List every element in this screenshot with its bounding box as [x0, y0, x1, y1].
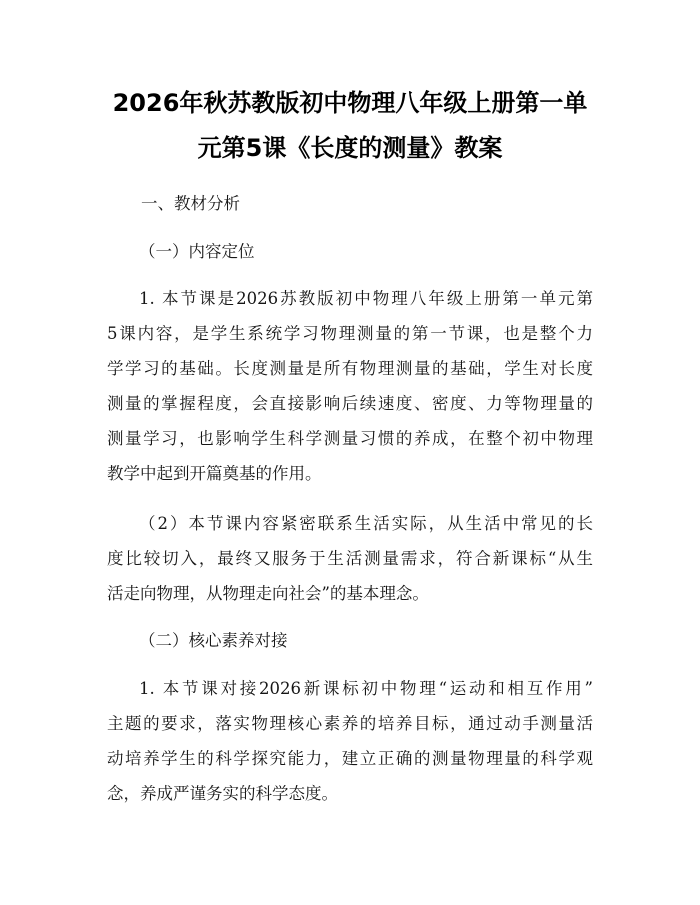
subsection-heading-core-literacy: （二）核心素养对接 [139, 631, 288, 650]
paragraph-1-line-2: 5课内容，是学生系统学习物理测量的第一节课，也是整个力 [107, 324, 593, 343]
paragraph-1-line-3: 学学习的基础。长度测量是所有物理测量的基础，学生对长度 [107, 359, 593, 378]
paragraph-1-line-4: 测量的掌握程度，会直接影响后续速度、密度、力等物理量的 [107, 394, 593, 413]
paragraph-3-line-4: 念，养成严谨务实的科学态度。 [107, 784, 338, 803]
paragraph-3-line-3: 动培养学生的科学探究能力，建立正确的测量物理量的科学观 [107, 749, 593, 768]
paragraph-3-line-2: 主题的要求，落实物理核心素养的培养目标，通过动手测量活 [107, 714, 593, 733]
document-title-line-1: 2026年秋苏教版初中物理八年级上册第一单 [112, 89, 588, 117]
paragraph-1-line-5: 测量学习，也影响学生科学测量习惯的养成，在整个初中物理 [107, 429, 593, 448]
paragraph-2-line-2: 度比较切入，最终又服务于生活测量需求，符合新课标“从生 [107, 549, 593, 568]
paragraph-2-line-3: 活走向物理，从物理走向社会”的基本理念。 [107, 584, 429, 603]
paragraph-1-line-1: 1. 本节课是2026苏教版初中物理八年级上册第一单元第 [139, 289, 593, 308]
paragraph-2-line-1: （2）本节课内容紧密联系生活实际，从生活中常见的长 [139, 514, 593, 533]
section-heading-teaching-material-analysis: 一、教材分析 [141, 194, 240, 213]
document-title-line-2: 元第5课《长度的测量》教案 [197, 134, 503, 162]
subsection-heading-content-positioning: （一）内容定位 [139, 242, 255, 261]
paragraph-3-line-1: 1. 本节课对接2026新课标初中物理“运动和相互作用” [139, 679, 593, 698]
paragraph-1-line-6: 教学中起到开篇奠基的作用。 [107, 464, 322, 483]
